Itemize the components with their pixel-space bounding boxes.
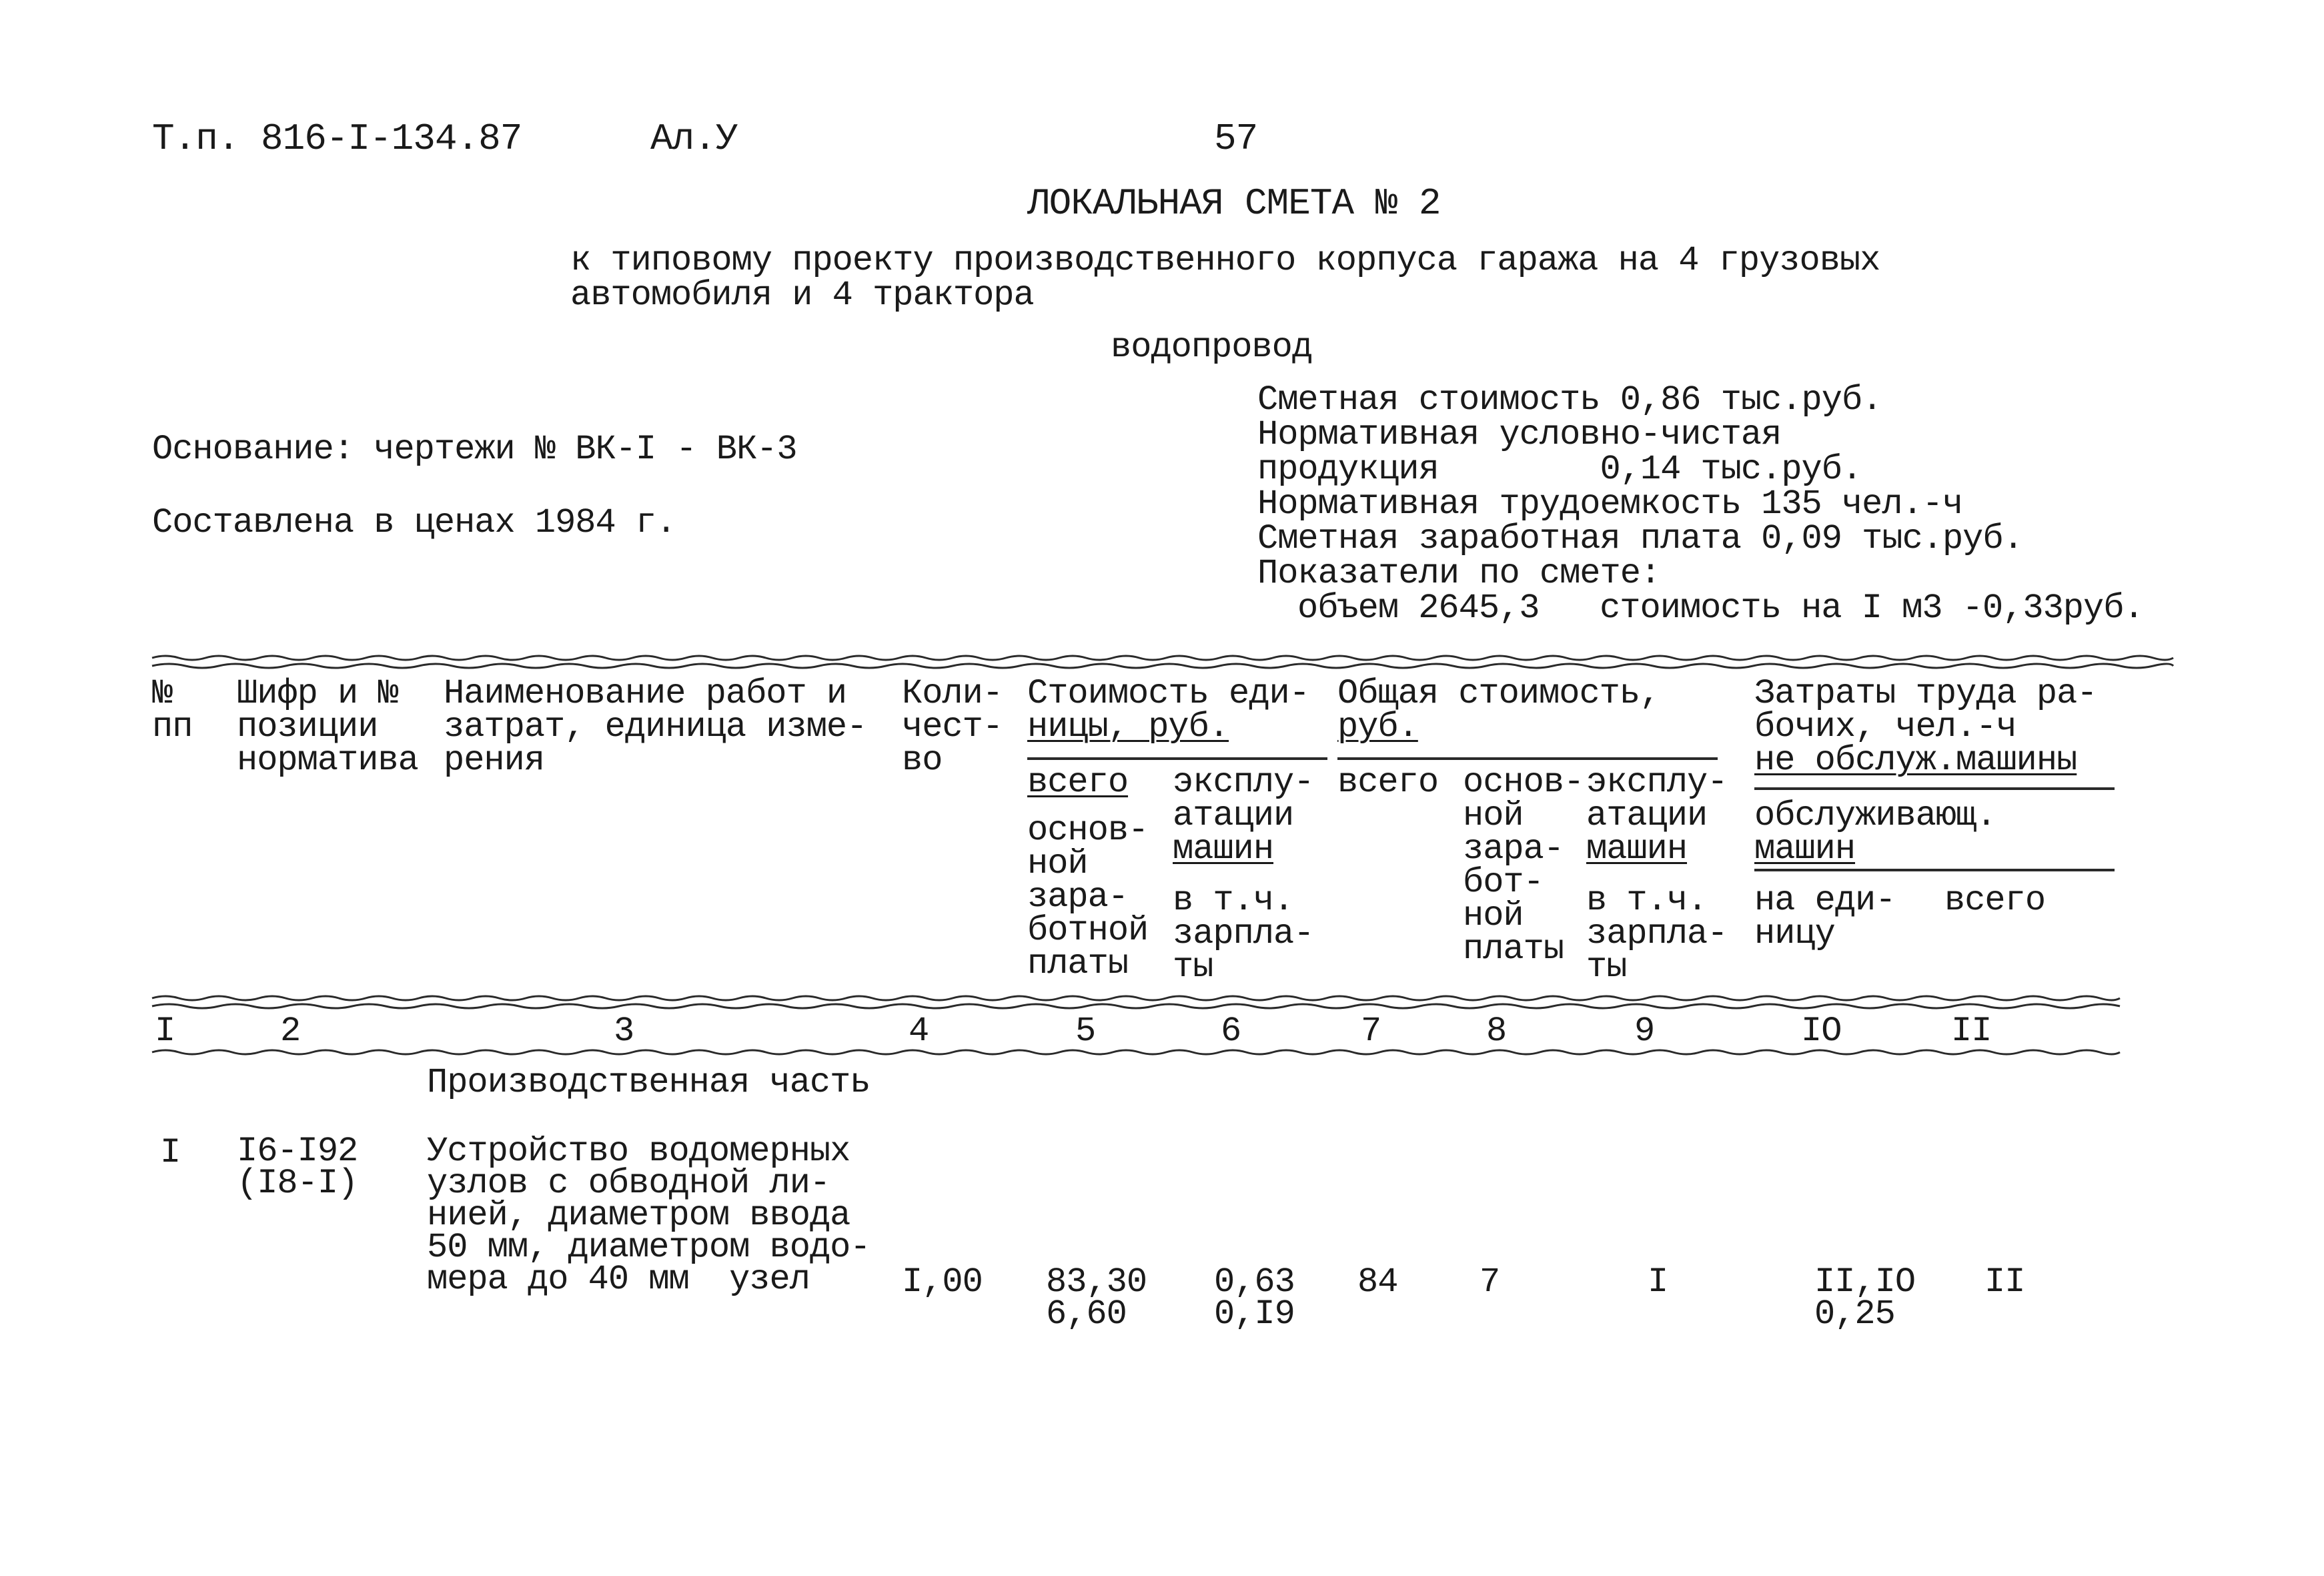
header-total-cost-rule bbox=[1337, 757, 1718, 760]
row-total-total: 84 bbox=[1357, 1262, 1398, 1302]
header-unit-main-wage: основ- ной зара- ботной платы bbox=[1027, 811, 1149, 983]
indicators-label: Показатели по смете: bbox=[1257, 554, 1661, 593]
estimated-wages: Сметная заработная плата 0,09 тыс.руб. bbox=[1257, 519, 2023, 558]
section-title: Производственная часть bbox=[427, 1063, 870, 1102]
column-number-7: 7 bbox=[1361, 1012, 1381, 1051]
header-labor-per-unit: на еди- ницу bbox=[1754, 881, 1896, 953]
table-header-bottom-rule bbox=[152, 993, 2120, 1013]
header-col-quantity: Коли- чест- во bbox=[902, 674, 1003, 780]
indicators-values: объем 2645,3 стоимость на I м3 -0,33руб. bbox=[1297, 588, 2144, 628]
row-labor-per-unit-2: 0,25 bbox=[1814, 1294, 1895, 1334]
column-number-5: 5 bbox=[1075, 1012, 1096, 1051]
row-total-machines: I bbox=[1648, 1262, 1668, 1302]
estimated-cost: Сметная стоимость 0,86 тыс.руб. bbox=[1257, 380, 1882, 420]
header-unit-cost-title: Стоимость еди- bbox=[1027, 674, 1309, 713]
column-number-11: II bbox=[1951, 1012, 1992, 1051]
header-labor-rule-2 bbox=[1754, 869, 2115, 871]
header-labor-title: Затраты труда ра- бочих, чел.-ч bbox=[1754, 674, 2097, 747]
row-labor-total: II bbox=[1984, 1262, 2025, 1302]
header-unit-incl-wage: в т.ч. зарпла- ты bbox=[1173, 881, 1314, 987]
column-number-4: 4 bbox=[909, 1012, 929, 1051]
normative-product-line-1: Нормативная условно-чистая bbox=[1257, 415, 1782, 454]
document-subtitle: к типовому проекту производственного корпуса гаража на 4 грузовых автомобиля и 4 трактора bbox=[570, 241, 1880, 315]
header-labor-not-serving: не обслуж.машины bbox=[1754, 741, 2077, 780]
column-number-3: 3 bbox=[614, 1012, 634, 1051]
prices-year-line: Составлена в ценах 1984 г. bbox=[152, 503, 676, 542]
column-numbers-rule bbox=[152, 1048, 2120, 1057]
row-total-main-wage: 7 bbox=[1480, 1262, 1500, 1302]
row-code: I6-I92 (I8-I) bbox=[237, 1132, 358, 1203]
header-col-code: Шифр и № позиции норматива bbox=[237, 674, 418, 780]
column-number-6: 6 bbox=[1221, 1012, 1241, 1051]
header-total-cost-title: Общая стоимость, bbox=[1337, 674, 1660, 713]
header-total-incl-wage: в т.ч. зарпла- ты bbox=[1586, 881, 1728, 987]
header-labor-serving-u: машин bbox=[1754, 829, 1856, 869]
header-col-number: № пп bbox=[152, 674, 193, 747]
column-number-8: 8 bbox=[1486, 1012, 1507, 1051]
album-label: Ал.У bbox=[650, 117, 738, 160]
row-unit-incl-wage: 0,I9 bbox=[1214, 1294, 1295, 1334]
column-number-9: 9 bbox=[1634, 1012, 1655, 1051]
page-number: 57 bbox=[1214, 117, 1258, 160]
row-quantity: I,00 bbox=[902, 1262, 983, 1302]
header-total-main-wage: основ- ной зара- бот- ной платы bbox=[1463, 763, 1584, 969]
row-unit-machines: 0,63 bbox=[1214, 1262, 1295, 1302]
document-code: Т.п. 816-I-134.87 bbox=[152, 117, 522, 160]
header-unit-cost-title-2: ницы, руб. bbox=[1027, 707, 1229, 747]
header-labor-total: всего bbox=[1944, 881, 2046, 920]
document-title: ЛОКАЛЬНАЯ СМЕТА № 2 bbox=[1027, 182, 1441, 225]
header-unit-machines: эксплу- атации bbox=[1173, 763, 1314, 835]
header-col-name: Наименование работ и затрат, единица изме- рения bbox=[444, 674, 867, 780]
header-unit-cost-rule bbox=[1027, 757, 1327, 760]
normative-product-line-2: продукция 0,14 тыс.руб. bbox=[1257, 450, 1862, 489]
column-number-2: 2 bbox=[280, 1012, 301, 1051]
table-top-rule bbox=[152, 653, 2173, 673]
header-total-cost-title-2: руб. bbox=[1337, 707, 1418, 747]
header-total-total: всего bbox=[1337, 763, 1439, 802]
basis-line: Основание: чертежи № ВК-I - ВК-3 bbox=[152, 430, 797, 469]
row-number: I bbox=[160, 1133, 181, 1172]
row-name: Устройство водомерных узлов с обводной ли- нией, диаметром ввода 50 мм, диаметром водо- мера до 40 мм узел bbox=[427, 1132, 870, 1299]
header-unit-total: всего bbox=[1027, 763, 1129, 802]
column-number-10: IO bbox=[1801, 1012, 1842, 1051]
header-unit-machines-u: машин bbox=[1173, 829, 1274, 869]
section-name: водопровод bbox=[1111, 328, 1313, 367]
header-total-machines: эксплу- атации bbox=[1586, 763, 1728, 835]
header-total-machines-u: машин bbox=[1586, 829, 1688, 869]
header-labor-rule-1 bbox=[1754, 787, 2115, 790]
labor-intensity: Нормативная трудоемкость 135 чел.-ч bbox=[1257, 484, 1963, 524]
row-unit-main-wage: 6,60 bbox=[1046, 1294, 1127, 1334]
row-labor-per-unit: II,IO bbox=[1814, 1262, 1916, 1302]
column-number-1: I bbox=[155, 1012, 175, 1051]
header-labor-serving: обслуживающ. bbox=[1754, 796, 1996, 835]
row-unit-total: 83,30 bbox=[1046, 1262, 1147, 1302]
